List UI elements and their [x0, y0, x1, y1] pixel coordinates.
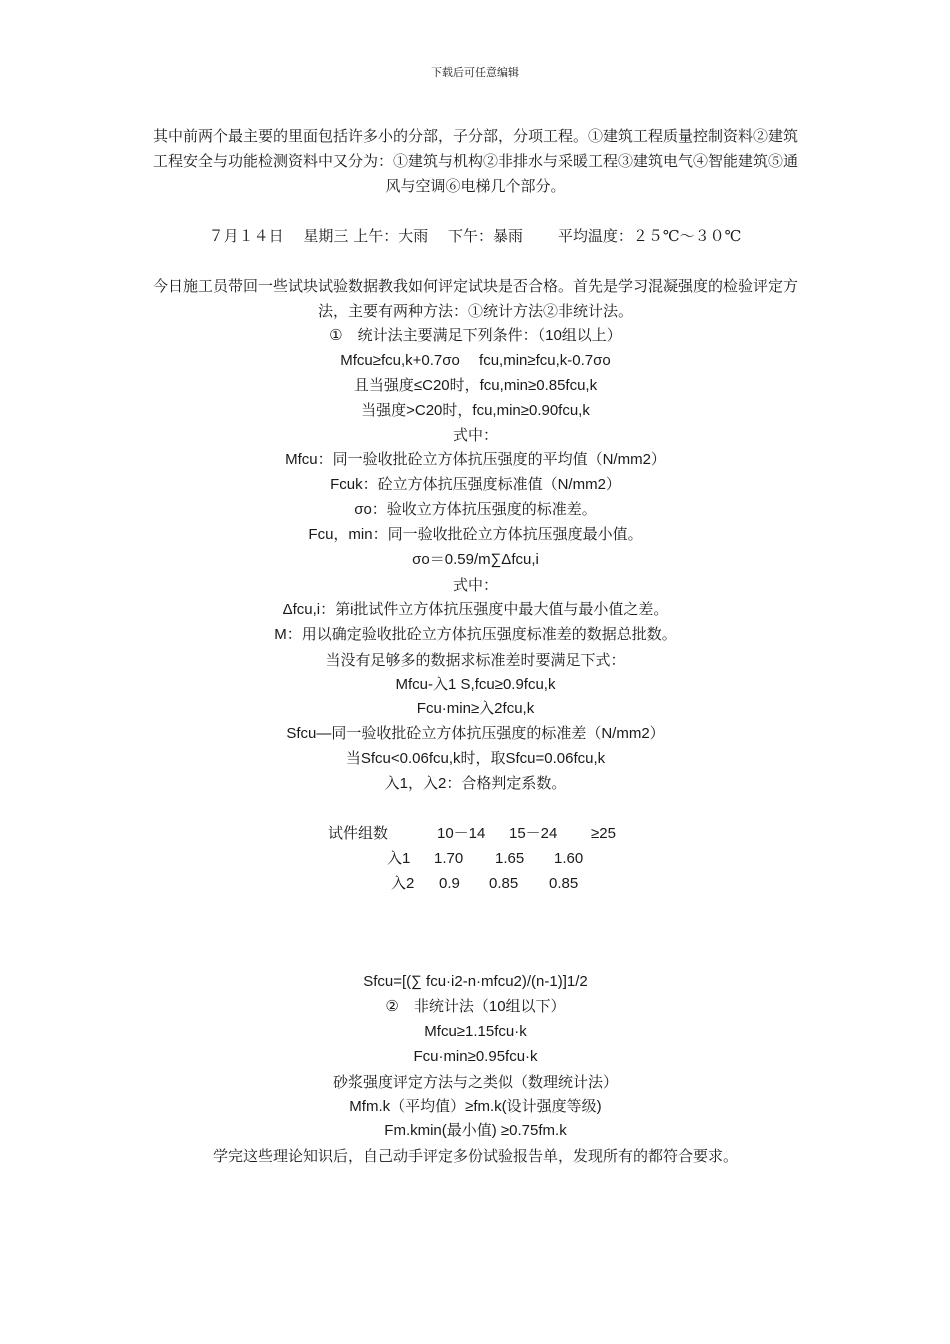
definition-line: σo：验收立方体抗压强度的标准差。: [354, 501, 597, 519]
table-row: [300, 871, 660, 896]
page-header: 下载后可任意编辑: [431, 66, 519, 79]
formula-line: 且当强度≤C20时，fcu,min≥0.85fcu,k: [353, 376, 598, 394]
formula-line: Fcu·min≥0.95fcu·k: [413, 1047, 538, 1065]
diary-afternoon-weather: 下午：暴雨: [448, 227, 524, 245]
coefficient-table: [300, 821, 660, 896]
intro-paragraph: 其中前两个最主要的里面包括许多小的分部，子分部，分项工程。①建筑工程质量控制资料②建筑工程安全与功能检测资料中又分为：①建筑与机构②非排水与采暖工程③建筑电气④智能建筑⑤通风与空调⑥电梯几个部分。: [152, 127, 798, 195]
formula-line: Mfcu≥1.15fcu·k: [424, 1022, 527, 1040]
definition-line: Δfcu,i：第i批试件立方体抗压强度中最大值与最小值之差。: [282, 600, 669, 618]
body-line: 学完这些理论知识后，自己动手评定多份试验报告单，发现所有的都符合要求。: [212, 1147, 738, 1166]
formula-line: Sfcu=[(∑ fcu·i2-n·mfcu2)/(n-1)]1/2: [363, 973, 588, 990]
formula-line: Fcu·min≥入2fcu,k: [416, 700, 535, 718]
formula-line: 当Sfcu<0.06fcu,k时，取Sfcu=0.06fcu,k: [345, 750, 606, 768]
body-line: ① 统计法主要满足下列条件：（10组以上）: [329, 326, 622, 344]
non-statistical-section: [149, 970, 802, 1169]
evaluation-method-section: [149, 274, 802, 797]
formula-line: Fm.kmin(最小值) ≥0.75fm.k: [384, 1122, 567, 1140]
definition-line: Sfcu—同一验收批砼立方体抗压强度的标准差（N/mm2）: [286, 725, 665, 743]
formula-line: Mfm.k（平均值）≥fm.k(设计强度等级): [349, 1097, 602, 1115]
formula-line: Mfcu≥fcu,k+0.7σo fcu,min≥fcu,k-0.7σo: [340, 351, 611, 369]
table-cell: 0.9: [439, 875, 460, 892]
body-line: 当没有足够多的数据求标准差时要满足下式：: [325, 650, 626, 669]
body-line: 式中：: [452, 575, 498, 594]
body-line: 今日施工员带回一些试块试验数据教我如何评定试块是否合格。首先是学习混凝强度的检验评定方法，主要有两种方法：①统计方法②非统计法。: [152, 277, 798, 320]
diary-weekday: 星期三: [303, 227, 349, 245]
table-cell: 试件组数: [328, 825, 389, 842]
table-header-row: [300, 821, 660, 846]
body-line: 砂浆强度评定方法与之类似（数理统计法）: [332, 1072, 618, 1091]
table-cell: 10－14: [437, 825, 486, 842]
table-cell: 入2: [391, 875, 415, 892]
body-line: 式中：: [452, 426, 498, 445]
formula-line: 当强度>C20时，fcu,min≥0.90fcu,k: [361, 401, 590, 419]
formula-line: σo＝0.59/m∑Δfcu,i: [412, 550, 539, 568]
diary-entry-line: [0, 224, 950, 249]
definition-line: Mfcu：同一验收批砼立方体抗压强度的平均值（N/mm2）: [285, 451, 666, 469]
definition-line: Fcuk：砼立方体抗压强度标准值（N/mm2）: [330, 476, 621, 494]
diary-morning-weather: 上午：大雨: [353, 227, 429, 245]
definition-line: M：用以确定验收批砼立方体抗压强度标准差的数据总批数。: [274, 625, 677, 643]
formula-line: Mfcu-入1 S,fcu≥0.9fcu,k: [395, 675, 556, 693]
table-cell: ≥25: [591, 825, 616, 842]
table-cell: 0.85: [549, 875, 579, 892]
table-cell: 1.65: [495, 850, 525, 867]
body-line: ② 非统计法（10组以下）: [385, 997, 566, 1015]
table-cell: 15－24: [509, 825, 558, 842]
diary-temperature: 平均温度：２５℃～３０℃: [557, 227, 742, 245]
table-cell: 入1: [387, 850, 411, 867]
diary-date: ７月１４日: [208, 227, 284, 245]
table-cell: 0.85: [489, 875, 519, 892]
table-cell: 1.60: [554, 850, 584, 867]
table-cell: 1.70: [434, 850, 464, 867]
table-row: [300, 846, 660, 871]
body-line: 入1，入2：合格判定系数。: [384, 775, 567, 793]
definition-line: Fcu，min：同一验收批砼立方体抗压强度最小值。: [308, 526, 643, 544]
